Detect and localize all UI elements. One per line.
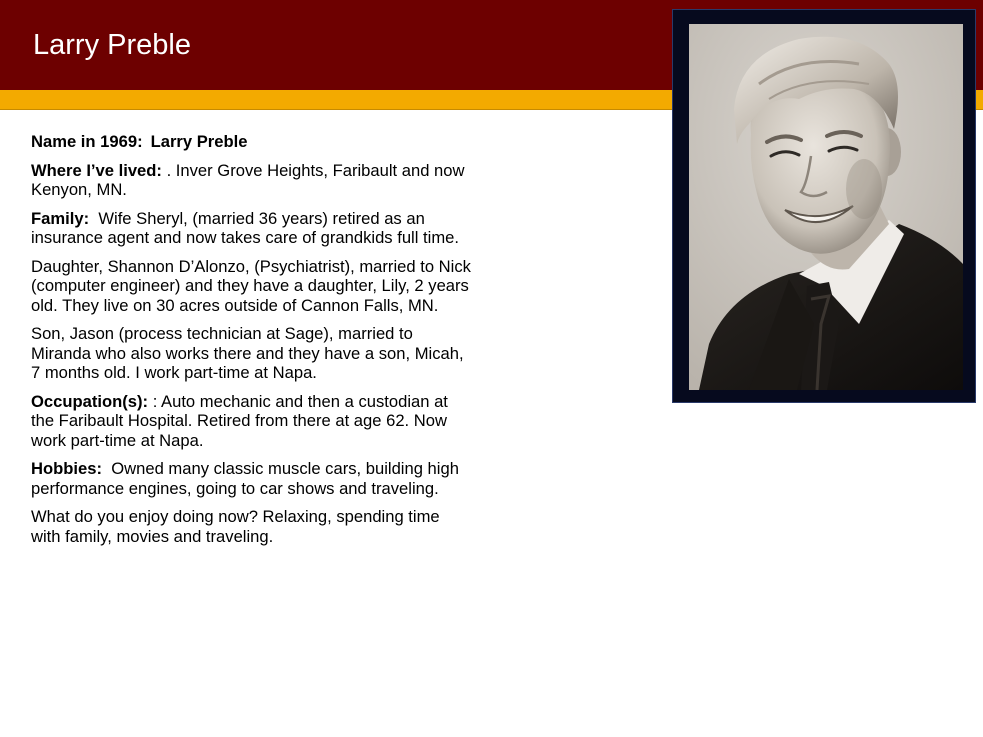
hobbies-value: Owned many classic muscle cars, building high performance engines, going to car shows and traveling. <box>31 459 459 498</box>
where-lived-label: Where I’ve lived: <box>31 160 162 180</box>
son-paragraph: Son, Jason (process technician at Sage), married to Miranda who also works there and they have a son, Micah, 7 months old. I work part-time at Napa. <box>31 324 464 382</box>
enjoy-paragraph: What do you enjoy doing now? Relaxing, spending time with family, movies and traveling. <box>31 507 440 546</box>
occupation-paragraph <box>31 392 471 451</box>
portrait-frame <box>672 9 976 403</box>
portrait-illustration <box>689 24 963 390</box>
hobbies-paragraph <box>31 459 471 498</box>
family-value: Wife Sheryl, (married 36 years) retired as an insurance agent and now takes care of grandkids full time. <box>31 208 459 247</box>
hobbies-label: Hobbies: <box>31 459 102 478</box>
page-title: Larry Preble <box>33 29 191 61</box>
portrait-photo <box>689 24 963 390</box>
where-lived-paragraph <box>31 161 471 200</box>
occupation-label: Occupation(s): <box>31 391 149 411</box>
daughter-paragraph: Daughter, Shannon D’Alonzo, (Psychiatrist), married to Nick (computer engineer) and they have a daughter, Lily, 2 years old. They live on 30 acres outside of Cannon Falls, MN. <box>31 256 471 315</box>
where-lived-value: . Inver Grove Heights, Faribault and now Kenyon, MN. <box>31 160 465 199</box>
family-label: Family: <box>31 208 90 228</box>
name-in-1969-paragraph <box>31 132 471 152</box>
name-value: Larry Preble <box>150 132 248 151</box>
occupation-value: : Auto mechanic and then a custodian at the Faribault Hospital. Retired from there at age 62. Now work part-time at Napa. <box>31 391 448 450</box>
profile-details <box>31 132 471 555</box>
name-label: Name in 1969: <box>31 132 143 151</box>
family-paragraph <box>31 209 471 248</box>
